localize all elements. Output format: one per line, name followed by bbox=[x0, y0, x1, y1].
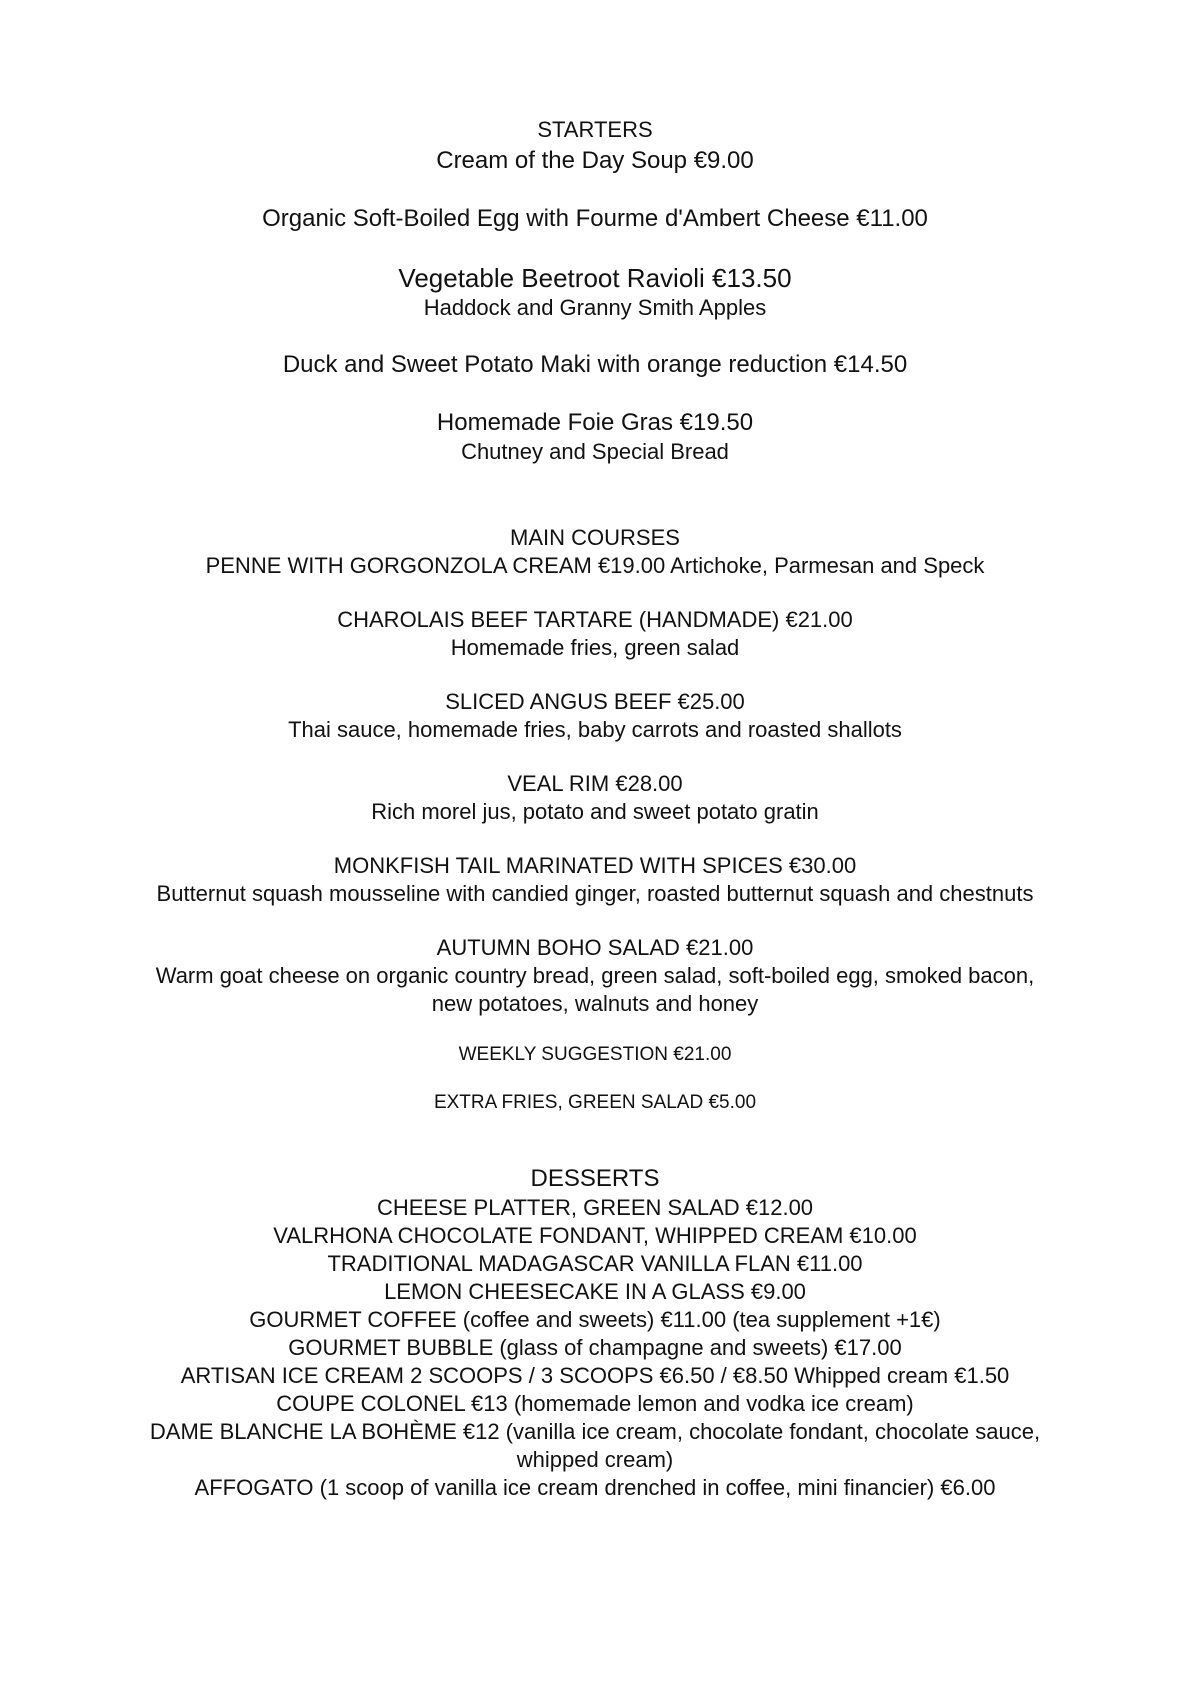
dessert-item: COUPE COLONEL €13 (homemade lemon and vodka ice cream) bbox=[276, 1391, 914, 1416]
main-course-item bbox=[0, 852, 1190, 908]
main-course-title: VEAL RIM €28.00 bbox=[507, 771, 683, 796]
dessert-item: GOURMET BUBBLE (glass of champagne and sweets) €17.00 bbox=[288, 1335, 902, 1360]
main-course-description: Warm goat cheese on organic country bread, green salad, soft-boiled egg, smoked bacon, new potatoes, walnuts and honey bbox=[155, 963, 1035, 1016]
starter-item-title: Cream of the Day Soup €9.00 bbox=[436, 147, 754, 174]
starter-item bbox=[0, 204, 1190, 234]
starters-section bbox=[0, 116, 1190, 466]
desserts-section bbox=[0, 1164, 1190, 1502]
starter-item-title: Organic Soft-Boiled Egg with Fourme d'Ambert Cheese €11.00 bbox=[262, 205, 928, 232]
starter-item-description: Haddock and Granny Smith Apples bbox=[423, 295, 767, 320]
main-course-item bbox=[0, 606, 1190, 662]
dessert-item: CHEESE PLATTER, GREEN SALAD €12.00 bbox=[376, 1195, 814, 1220]
main-course-title: MONKFISH TAIL MARINATED WITH SPICES €30.00 bbox=[333, 853, 857, 878]
dessert-item: LEMON CHEESECAKE IN A GLASS €9.00 bbox=[384, 1279, 806, 1304]
main-course-description: Homemade fries, green salad bbox=[450, 635, 740, 660]
dessert-item: VALRHONA CHOCOLATE FONDANT, WHIPPED CREAM €10.00 bbox=[273, 1223, 917, 1248]
starter-item-title: Duck and Sweet Potato Maki with orange reduction €14.50 bbox=[282, 351, 908, 378]
main-courses-heading: MAIN COURSES bbox=[510, 525, 680, 550]
desserts-heading: DESSERTS bbox=[530, 1165, 660, 1192]
starter-item bbox=[0, 262, 1190, 322]
main-course-title: CHAROLAIS BEEF TARTARE (HANDMADE) €21.00 bbox=[337, 607, 853, 632]
main-course-item bbox=[0, 770, 1190, 826]
dessert-item: TRADITIONAL MADAGASCAR VANILLA FLAN €11.00 bbox=[327, 1251, 863, 1276]
main-course-item bbox=[0, 552, 1190, 580]
main-course-item bbox=[0, 934, 1190, 1018]
main-course-title: PENNE WITH GORGONZOLA CREAM €19.00 Artichoke, Parmesan and Speck bbox=[205, 553, 985, 578]
starter-item bbox=[0, 350, 1190, 380]
main-courses-section bbox=[0, 524, 1190, 1116]
starter-item-title: Homemade Foie Gras €19.50 bbox=[436, 409, 754, 436]
dessert-item: AFFOGATO (1 scoop of vanilla ice cream drenched in coffee, mini financier) €6.00 bbox=[194, 1475, 996, 1500]
starter-item-title: Vegetable Beetroot Ravioli €13.50 bbox=[398, 263, 792, 293]
main-course-title: AUTUMN BOHO SALAD €21.00 bbox=[436, 935, 754, 960]
starter-item-description: Chutney and Special Bread bbox=[461, 439, 729, 464]
main-course-item bbox=[0, 688, 1190, 744]
main-course-description: Butternut squash mousseline with candied ginger, roasted butternut squash and chestnuts bbox=[156, 881, 1034, 906]
extras-note: EXTRA FRIES, GREEN SALAD €5.00 bbox=[433, 1092, 757, 1113]
main-course-description: Rich morel jus, potato and sweet potato gratin bbox=[371, 799, 819, 824]
starter-item bbox=[0, 146, 1190, 176]
dessert-item: DAME BLANCHE LA BOHÈME €12 (vanilla ice cream, chocolate fondant, chocolate sauce, whipped cream) bbox=[149, 1419, 1041, 1472]
starters-heading: STARTERS bbox=[537, 117, 653, 142]
menu-page bbox=[0, 116, 1190, 1502]
weekly-suggestion: WEEKLY SUGGESTION €21.00 bbox=[458, 1044, 732, 1065]
dessert-item: GOURMET COFFEE (coffee and sweets) €11.00 (tea supplement +1€) bbox=[249, 1307, 941, 1332]
main-course-title: SLICED ANGUS BEEF €25.00 bbox=[445, 689, 745, 714]
dessert-item: ARTISAN ICE CREAM 2 SCOOPS / 3 SCOOPS €6.50 / €8.50 Whipped cream €1.50 bbox=[180, 1363, 1010, 1388]
starter-item bbox=[0, 408, 1190, 466]
main-course-description: Thai sauce, homemade fries, baby carrots and roasted shallots bbox=[288, 717, 902, 742]
